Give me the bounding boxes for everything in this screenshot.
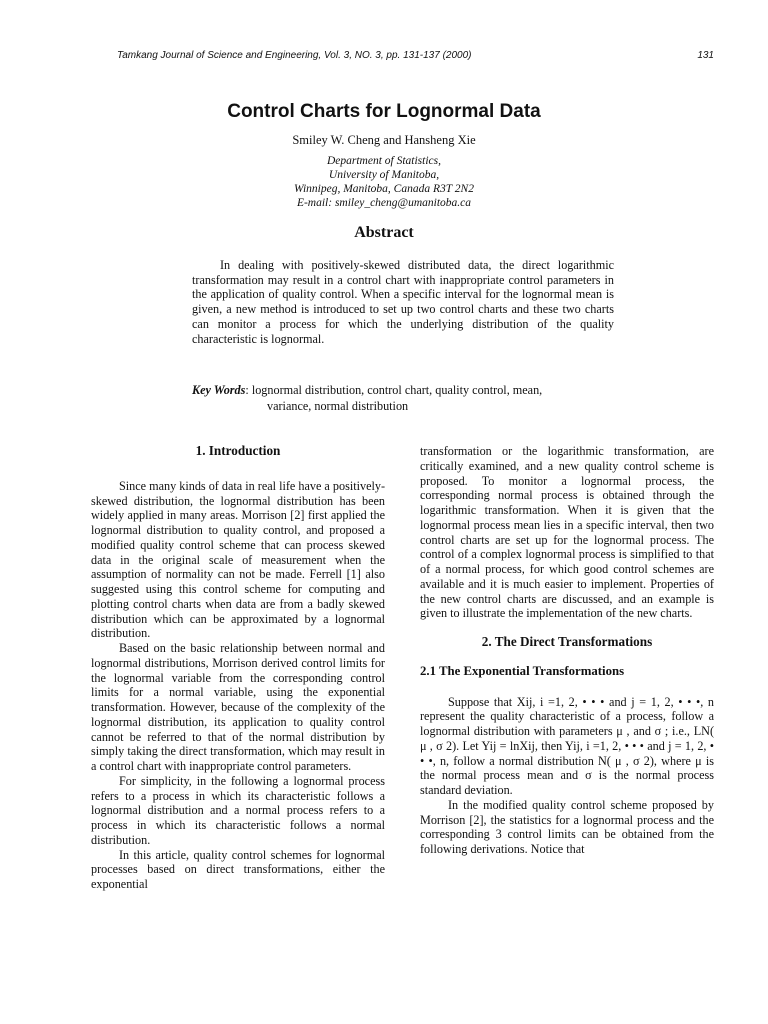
paper-title: Control Charts for Lognormal Data (227, 101, 541, 122)
keywords-text-2: variance, normal distribution (267, 398, 409, 413)
running-head (117, 50, 714, 61)
section-2-paragraph-1: Suppose that Xij, i =1, 2, • • • and j = 1, 2, • • •, n represent the quality characteristic of a process, follow a lognormal distribution with parameters μ , and σ ; i.e., LN( μ , σ 2). Let Yij = lnXij, then Yij, i =1, 2, • • • and j = 1, 2, • • •, n, follow a normal distribution N( μ , σ 2), where μ is the normal process mean and σ is the normal process standard deviation. (420, 694, 714, 797)
intro-paragraph-3: For simplicity, in the following a lognormal process refers to a process in which its characteristic follows a lognormal distribution and a normal process refers to a process in which its characteristic follows a normal distribution. (91, 773, 385, 847)
affiliation-address: Winnipeg, Manitoba, Canada R3T 2N2 (294, 183, 474, 195)
journal-citation: Tamkang Journal of Science and Engineering, Vol. 3, NO. 3, pp. 131-137 (2000) (117, 50, 472, 61)
section-2-paragraph-2: In the modified quality control scheme proposed by Morrison [2], the statistics for a lognormal process and the corresponding 3 control limits can be obtained from the following derivations. Notice that (420, 797, 714, 856)
introduction-heading: 1. Introduction (195, 443, 281, 458)
subsection-2-1-heading: 2.1 The Exponential Transformations (420, 663, 625, 678)
right-column (420, 444, 714, 857)
intro-paragraph-2: Based on the basic relationship between normal and lognormal distributions, Morrison derived control limits for the lognormal variable from the corresponding control limits for a normal variable, using the exponential transformation. However, because of the complexity of the lognormal distribution, its application to quality control cannot be referred to that of the normal distribution by simply taking the direct transformation, which may result in a control chart with inappropriate control parameters. (91, 641, 385, 773)
keywords-text-1: : lognormal distribution, control chart, quality control, mean, (245, 383, 543, 397)
abstract-text: In dealing with positively-skewed distributed data, the direct logarithmic transformation may result in a control chart with inappropriate control parameters in the application of quality control. When a specific interval for the lognormal mean is given, a new method is introduced to set up two control charts and these two charts can monitor a process for which the underlying distribution of the quality characteristic is lognormal. (192, 258, 614, 346)
section-2-heading: 2. The Direct Transformations (481, 634, 653, 649)
affiliation-department: Department of Statistics, (326, 155, 442, 167)
keywords (192, 383, 616, 414)
left-column (91, 444, 385, 892)
abstract-heading: Abstract (354, 224, 414, 241)
keywords-label: Key Words (192, 383, 246, 397)
intro-continuation: transformation or the logarithmic transformation, are critically examined, and a new quality control scheme is proposed. To monitor a lognormal process, the corresponding normal process is obtained through the logarithmic transformation. When it is given that the lognormal process mean lies in a specific interval, then two control charts are set up for the lognormal process. The control of a complex lognormal process is simplified to that of a normal process, for which good control schemes are available and it is much easier to implement. Properties of the new control charts are discussed, and an example is given to illustrate the implementation of the new charts. (420, 444, 714, 621)
page-number: 131 (697, 50, 714, 61)
intro-paragraph-1: Since many kinds of data in real life have a positively-skewed distribution, the lognormal distribution has been widely applied in many areas. Morrison [2] first applied the lognormal distribution to quality control, and proposed a modified quality control scheme that can process skewed data in the original scale of measurement when the assumption of normality can not be made. Ferrell [1] also suggested using this control scheme for computing and plotting control charts when data are from a badly skewed distribution which can be approximated by a lognormal distribution. (91, 478, 386, 641)
keywords-line-1 (192, 383, 616, 399)
paper-authors: Smiley W. Cheng and Hansheng Xie (292, 133, 476, 147)
affiliation-university: University of Manitoba, (328, 169, 440, 181)
affiliation-block (0, 154, 768, 210)
affiliation-email: E-mail: smiley_cheng@umanitoba.ca (296, 197, 472, 209)
intro-paragraph-4: In this article, quality control schemes for lognormal processes based on direct transformations, either the exponential (91, 847, 385, 891)
